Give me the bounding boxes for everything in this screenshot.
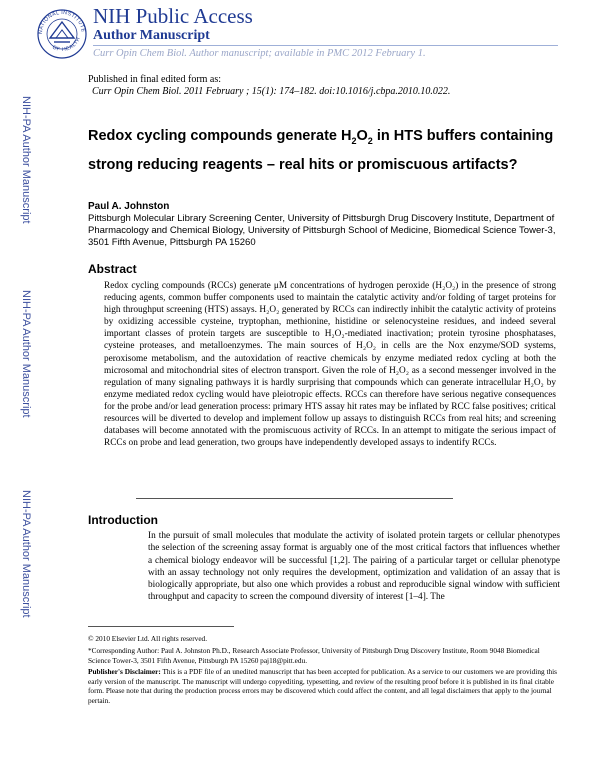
- margin-label-middle: NIH-PA Author Manuscript: [20, 290, 32, 418]
- logo-text-top: NATIONAL INSTITUTE: [37, 9, 86, 35]
- svg-text:NATIONAL INSTITUTES: [36, 8, 86, 34]
- abstract-divider: [136, 498, 453, 499]
- author-affiliation: Pittsburgh Molecular Library Screening Center, University of Pittsburgh Drug Discovery Institute, Department of Pharmacology and Chemical Biology, University of Pittsburgh School of Medicine, Biomedical Science Tower-3, 3501 Fifth Avenue, Pittsburgh PA 15260: [88, 213, 556, 248]
- journal-availability-line: Curr Opin Chem Biol. Author manuscript; available in PMC 2012 February 1.: [93, 48, 426, 59]
- margin-label-top: NIH-PA Author Manuscript: [20, 96, 32, 224]
- published-in-label: Published in final edited form as:: [88, 74, 222, 85]
- author-manuscript-subtitle: Author Manuscript: [93, 28, 210, 43]
- abstract-heading: Abstract: [88, 262, 137, 276]
- margin-label-bottom: NIH-PA Author Manuscript: [20, 490, 32, 618]
- header-rule: [93, 45, 558, 46]
- copyright-note: © 2010 Elsevier Ltd. All rights reserved.: [88, 634, 208, 643]
- introduction-heading: Introduction: [88, 513, 158, 527]
- logo-text-bottom: OF HEALTH: [51, 36, 83, 54]
- footnote-divider: [88, 626, 234, 627]
- publisher-disclaimer: Publisher's Disclaimer: This is a PDF file of an unedited manuscript that has been accepted for publication. As a service to our customers we are providing this early version of the manuscript. The manuscript will undergo copyediting, typesetting, and review of the resulting proof before it is published in its final citable form. Please note that during the production process errors may be discovered which could affect the content, and all legal disclaimers that apply to the journal pertain.: [88, 667, 557, 705]
- article-title: Redox cycling compounds generate $H_2O_2$ in HTS buffers containing strong reducing reagents – real hits or promiscuous artifacts?: [88, 128, 554, 173]
- abstract-body: Redox cycling compounds (RCCs) generate μM concentrations of hydrogen peroxide (H₂O₂) in the presence of strong reducing agents, common buffer components used to maintain the catalytic activity and/or folding of target proteins for high throughput screening (HTS) assays. H₂O₂ generated by RCCs can indirectly inhibit the catalytic activity of proteins by oxidizing accessible cysteine, tryptophan, methionine, histidine or selenocysteine residues, and indeed several important classes of protein targets are susceptible to H₂O₂-mediated inactivation; protein tyrosine phosphatases, cysteine proteases, and metalloenzymes. The main sources of H₂O₂ in cells are the Nox enzyme/SOD systems, peroxisome metabolism, and the autoxidation of reactive chemicals by enzyme mediated redox cycling at both the microsomal and mitochondrial sites of electron transport. Given the role of H₂O₂ as a second messenger involved in the regulation of many signaling pathways it is hardly surprising that compounds which can generate intracellular H₂O₂ by enzyme mediated redox cycling would have pleiotropic effects. RCCs can therefore have serious negative consequences for the probe and/or lead generation process: primary HTS assay hit rates may be inflated by RCC false positives; critical resources will be diverted to develop and implement follow up assays to distinguish RCCs from real hits; and screening databases will become annotated with the promiscuous activity of RCCs. In an attempt to mitigate the serious impact of RCCs on probe and lead generation, two groups have independently developed assays to indentify RCCs.: [104, 281, 556, 449]
- introduction-body: In the pursuit of small molecules that modulate the activity of isolated protein targets or cellular phenotypes the selection of the screening assay format is arguably one of the most critical factors that influences whether a chemical biology endeavor will be successful [1,2]. The pairing of a particular target or cellular phenotype with an assay technology not only requires the development, optimization and validation of an assay that is biologically appropriate, but also one which provides a robust and reproducible signal window with sufficient throughput and capacity to screen the compound diversity of interest [1–4]. The: [148, 531, 560, 603]
- nih-seal-logo: [36, 8, 88, 60]
- nih-public-access-title: NIH Public Access: [93, 4, 253, 28]
- author-name: Paul A. Johnston: [88, 201, 170, 212]
- citation-line: Curr Opin Chem Biol. 2011 February ; 15(1): 174–182. doi:10.1016/j.cbpa.2010.10.022.: [92, 86, 451, 97]
- corresponding-author-note: *Corresponding Author: Paul A. Johnston Ph.D., Research Associate Professor, University of Pittsburgh Drug Discovery Institute, Room 9048 Biomedical Science Tower-3, 3501 Fifth Avenue, Pittsburgh PA 15260 paj18@pitt.edu.: [88, 646, 540, 665]
